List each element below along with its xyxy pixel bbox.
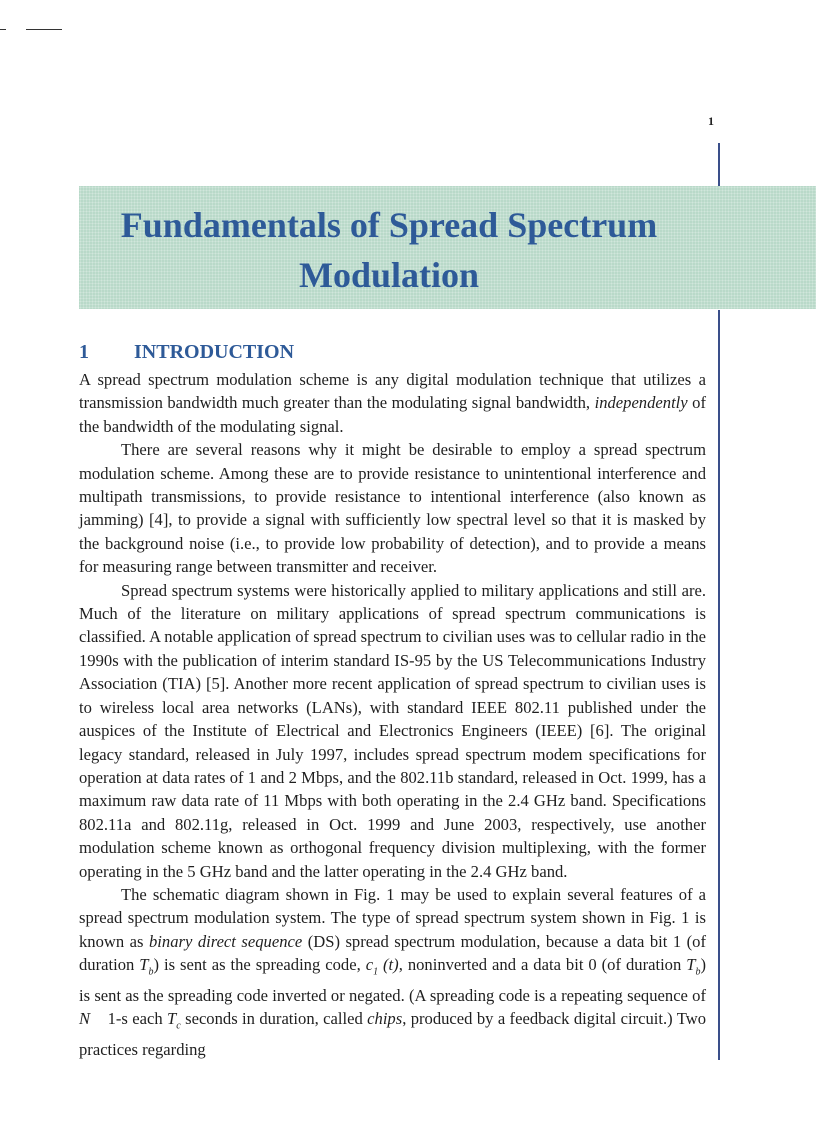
page-number: 1 (708, 114, 714, 128)
paragraph-4-text-h: , produced by a feedback digital circuit.) Two practices regarding (79, 1009, 706, 1059)
paragraph-4-text-b: (DS) spread spectrum modulation, because a data bit 1 (of duration (79, 931, 706, 975)
paragraph-1 (79, 368, 706, 438)
symbol-c1 (365, 955, 379, 978)
margin-rule-top (718, 143, 720, 187)
symbol-c1-sub: 1 (373, 966, 379, 978)
paragraph-1-emphasis: independently (594, 393, 688, 413)
chapter-title: Fundamentals of Spread Spectrum Modulation (120, 205, 658, 295)
symbol-tb-2-sub: b (695, 966, 701, 978)
symbol-tb-2 (686, 955, 701, 978)
paragraph-3: Spread spectrum systems were historically applied to military applications and still are. Much of the literature on military applications of spread spectrum communications is classified. A notable application of spread spectrum to civilian uses was to cellular radio in the 1990s with the publication of interim standard IS-95 by the US Telecommunications Industry Association (TIA) [5]. Another more recent application of spread spectrum to civilian uses is to wireless local area networks (LANs), with standard IEEE 802.11 published under the auspices of the Institute of Electrical and Electronics Engineers (IEEE) [6]. The original legacy standard, released in July 1997, includes spread spectrum modem specifications for operation at data rates of 1 and 2 Mbps, and the 802.11b standard, released in Oct. 1999, has a maximum raw data rate of 11 Mbps with both operating in the 2.4 GHz band. Specifications 802.11a and 802.11g, released in Oct. 1999 and June 2003, respectively, use another modulation scheme known as orthogonal frequency division multiplexing, with the former operating in the 5 GHz band and the latter operating in the 2.4 GHz band. (79, 580, 706, 881)
section-number: 1 (79, 341, 89, 363)
paragraph-4 (79, 883, 706, 1061)
paragraph-4-text-a: The schematic diagram shown in Fig. 1 may be used to explain several features of a spread spectrum modulation system. The type of spread spectrum system shown in Fig. 1 is known as (79, 884, 706, 951)
symbol-tb-2-base: T (686, 955, 696, 975)
symbol-tc-base: T (167, 1009, 177, 1029)
symbol-c1-base: c (365, 955, 374, 975)
paragraph-1-text-b: of the bandwidth of the modulating signal. (79, 393, 706, 436)
paragraph-1-text-a: A spread spectrum modulation scheme is any digital modulation technique that utilizes a transmission bandwidth much greater than the modulating signal bandwidth, (79, 370, 706, 413)
crop-mark-right (26, 29, 62, 30)
body-text (79, 368, 706, 1061)
paragraph-4-emphasis-2: chips (367, 1009, 403, 1029)
symbol-tc (167, 1009, 181, 1032)
symbol-tc-sub: c (176, 1020, 181, 1032)
symbol-tb-1-sub: b (148, 966, 154, 978)
margin-rule-bottom (718, 700, 720, 1060)
symbol-tb-1 (139, 955, 154, 978)
symbol-n: N (79, 1009, 91, 1029)
margin-rule-middle (718, 310, 720, 700)
crop-mark-left (0, 29, 6, 30)
paragraph-2: There are several reasons why it might be desirable to employ a spread spectrum modulation scheme. Among these are to provide resistance to unintentional interference and multipath transmissions, to provide resistance to intentional interference (also known as jamming) [4], to provide a signal with sufficiently low spectral level so that it is masked by the background noise (i.e., to provide low probability of detection), and to provide a means for measuring range between transmitter and receiver. (79, 440, 706, 577)
section-title: INTRODUCTION (134, 341, 295, 363)
paragraph-4-emphasis-1: binary direct sequence (149, 931, 303, 951)
paragraph-4-text-c: ) is sent as the spreading code, (153, 955, 366, 975)
paragraph-4-text-e: ) is sent as the spreading code inverted or negated. (A spreading code is a repeating sequence of (79, 955, 707, 1005)
paragraph-4-text-f: 1-s each (90, 1009, 168, 1029)
paragraph-4-text-g: seconds in duration, called (180, 1009, 368, 1029)
section-heading (79, 341, 294, 364)
paragraph-4-text-d: , noninverted and a data bit 0 (of duration (398, 955, 687, 975)
symbol-tb-1-base: T (139, 955, 149, 975)
symbol-t: (t) (378, 955, 399, 975)
